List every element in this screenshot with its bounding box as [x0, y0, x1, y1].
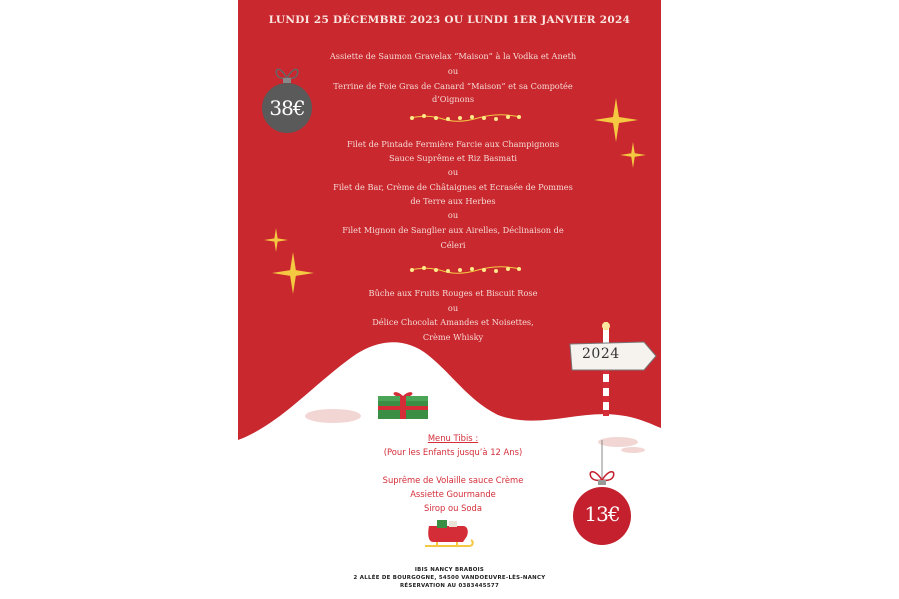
main-menu-price: 38€ — [269, 96, 305, 120]
main-2-cont: de Terre aux Herbes — [410, 196, 496, 206]
ornament-13-icon — [572, 440, 632, 552]
footer-reservation: RÉSERVATION AU 0383445577 — [399, 583, 500, 589]
sparkle-star-icon — [620, 142, 646, 168]
string-lights-icon — [408, 264, 523, 276]
main-1-cont: Sauce Suprême et Riz Basmati — [389, 153, 517, 163]
sparkle-star-icon — [594, 98, 638, 142]
string-lights-icon — [408, 112, 523, 124]
sleigh-icon — [423, 518, 475, 550]
footer-hotel: IBIS NANCY BRABOIS — [414, 567, 485, 573]
starter-2: Terrine de Foie Gras de Canard “Maison” et sa Compotée — [333, 81, 573, 91]
dessert-2: Délice Chocolat Amandes et Noisettes, — [372, 317, 534, 327]
signpost-2024-icon — [568, 318, 658, 428]
main-3-cont: Céleri — [440, 240, 466, 250]
footer-address: 2 ALLÉE DE BOURGOGNE, 54500 VANDOEUVRE-LÈS-NANCY — [353, 575, 546, 581]
main-1: Filet de Pintade Fermière Farcie aux Champignons — [346, 139, 560, 149]
kids-item-3: Sirop ou Soda — [424, 503, 482, 513]
ornament-38-icon — [260, 64, 314, 134]
kids-menu-price: 13€ — [584, 502, 620, 526]
main-or-1: ou — [447, 167, 459, 177]
gift-box-icon — [378, 391, 428, 419]
signpost-year: 2024 — [582, 346, 620, 362]
menu-poster — [238, 0, 661, 599]
kids-menu-subtitle: (Pour les Enfants jusqu’à 12 Ans) — [383, 447, 523, 457]
kids-menu-title: Menu Tibis : — [427, 433, 479, 443]
dessert-or: ou — [447, 303, 459, 313]
main-3: Filet Mignon de Sanglier aux Airelles, Déclinaison de — [342, 225, 564, 235]
dessert-2-cont: Crème Whisky — [422, 332, 484, 342]
starter-or: ou — [447, 66, 459, 76]
starter-1: Assiette de Saumon Gravelax “Maison” à la Vodka et Aneth — [329, 51, 577, 61]
starter-2-cont: d’Oignons — [431, 94, 475, 104]
dessert-1: Bûche aux Fruits Rouges et Biscuit Rose — [368, 288, 538, 298]
main-2: Filet de Bar, Crème de Châtaignes et Ecrasée de Pommes — [333, 182, 573, 192]
main-or-2: ou — [447, 210, 459, 220]
kids-item-1: Suprême de Volaille sauce Crème — [382, 475, 524, 485]
kids-item-2: Assiette Gourmande — [410, 489, 496, 499]
page-title: LUNDI 25 DÉCEMBRE 2023 OU LUNDI 1ER JANVIER 2024 — [268, 14, 631, 26]
sparkle-star-icon — [264, 228, 288, 252]
sparkle-star-icon — [272, 252, 314, 294]
